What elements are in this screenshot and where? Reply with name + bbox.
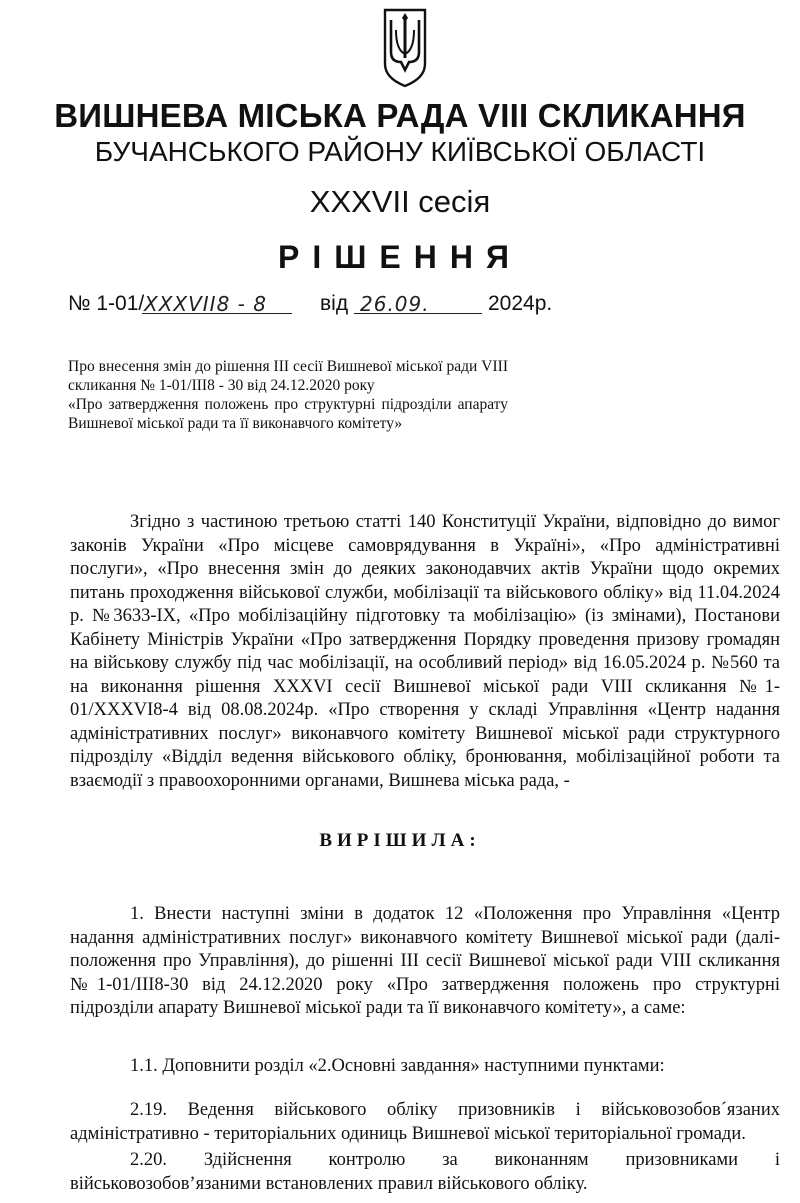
decision-title: РІШЕННЯ bbox=[278, 239, 522, 275]
item-2-20-paragraph: 2.20. Здійснення контролю за виконанням призовниками і військовозобов’язаними встановлених правил військового обліку. bbox=[70, 1150, 780, 1194]
resolved-heading: ВИРІШИЛА: bbox=[319, 830, 481, 851]
date-prefix: від bbox=[320, 292, 349, 315]
decision-number-prefix: № 1-01/ bbox=[68, 292, 145, 315]
item-2-19-paragraph: 2.19. Ведення військового обліку призовників і військовозобов´язаних адміністративно - територіальних одиниць Вишневої міської територіальної громади. bbox=[70, 1100, 780, 1144]
date-handwritten: 26.09. bbox=[360, 292, 430, 316]
item-1-1-paragraph: 1.1. Доповнити розділ «2.Основні завдання» наступними пунктами: bbox=[130, 1056, 665, 1076]
decision-subject bbox=[68, 357, 508, 433]
coat-of-arms-trident-icon bbox=[382, 8, 428, 88]
subject-line-1: Про внесення змін до рішення ІІІ сесії Вишневої міської ради VIII скликання № 1-01/ІІІ8 - 30 від 24.12.2020 року bbox=[68, 358, 508, 394]
subject-line-2: «Про затвердження положень про структурні підрозділи апарату Вишневої міської ради та її виконавчого комітету» bbox=[68, 396, 508, 432]
item-1-paragraph: 1. Внести наступні зміни в додаток 12 «Положення про Управління «Центр надання адміністративних послуг» виконавчого комітету Вишневої міської ради (далі- положення про Управління), до рішенні ІІІ сесії Вишневої міської ради VIII скликання №1-01/ІІІ8-30 від 24.12.2020 року «Про затвердження положень про структурні підрозділи апарату Вишневої міської ради та її виконавчого комітету», а саме: bbox=[70, 904, 780, 1018]
year-suffix: 2024р. bbox=[488, 292, 553, 315]
decision-number-line bbox=[68, 287, 768, 321]
session-number: XXXVII сесія bbox=[309, 184, 491, 219]
decision-number-handwritten: XXXVII8 - 8 bbox=[144, 292, 267, 316]
date-underline bbox=[354, 313, 482, 314]
council-name: ВИШНЕВА МІСЬКА РАДА VIII СКЛИКАННЯ bbox=[54, 97, 746, 134]
district-name: БУЧАНСЬКОГО РАЙОНУ КИЇВСЬКОЇ ОБЛАСТІ bbox=[94, 136, 706, 167]
preamble-paragraph: Згідно з частиною третьою статті 140 Конституції України, відповідно до вимог законів України «Про місцеве самоврядування в Україні», «Про адміністративні послуги», «Про внесення змін до деяких законодавчих актів України щодо окремих питань проходження військової служби, мобілізації та військового обліку» від 11.04.2024 р. №3633-ІХ, «Про мобілізаційну підготовку та мобілізацію» (із змінами), Постанови Кабінету Міністрів України «Про затвердження Порядку проведення призову громадян на військову службу під час мобілізації, на особливий період» від 16.05.2024 р. №560 та на виконання рішення XXXVI сесії Вишневої міської ради VIII скликання №1-01/XXXVI8-4 від 08.08.2024р. «Про створення у складі Управління «Центр надання адміністративних послуг» виконавчого комітету Вишневої міської ради структурного підрозділу «Відділ ведення військового обліку, бронювання, мобілізаційної роботи та взаємодії з правоохоронними органами, Вишнева міська рада, - bbox=[70, 512, 780, 791]
number-underline bbox=[142, 313, 292, 314]
